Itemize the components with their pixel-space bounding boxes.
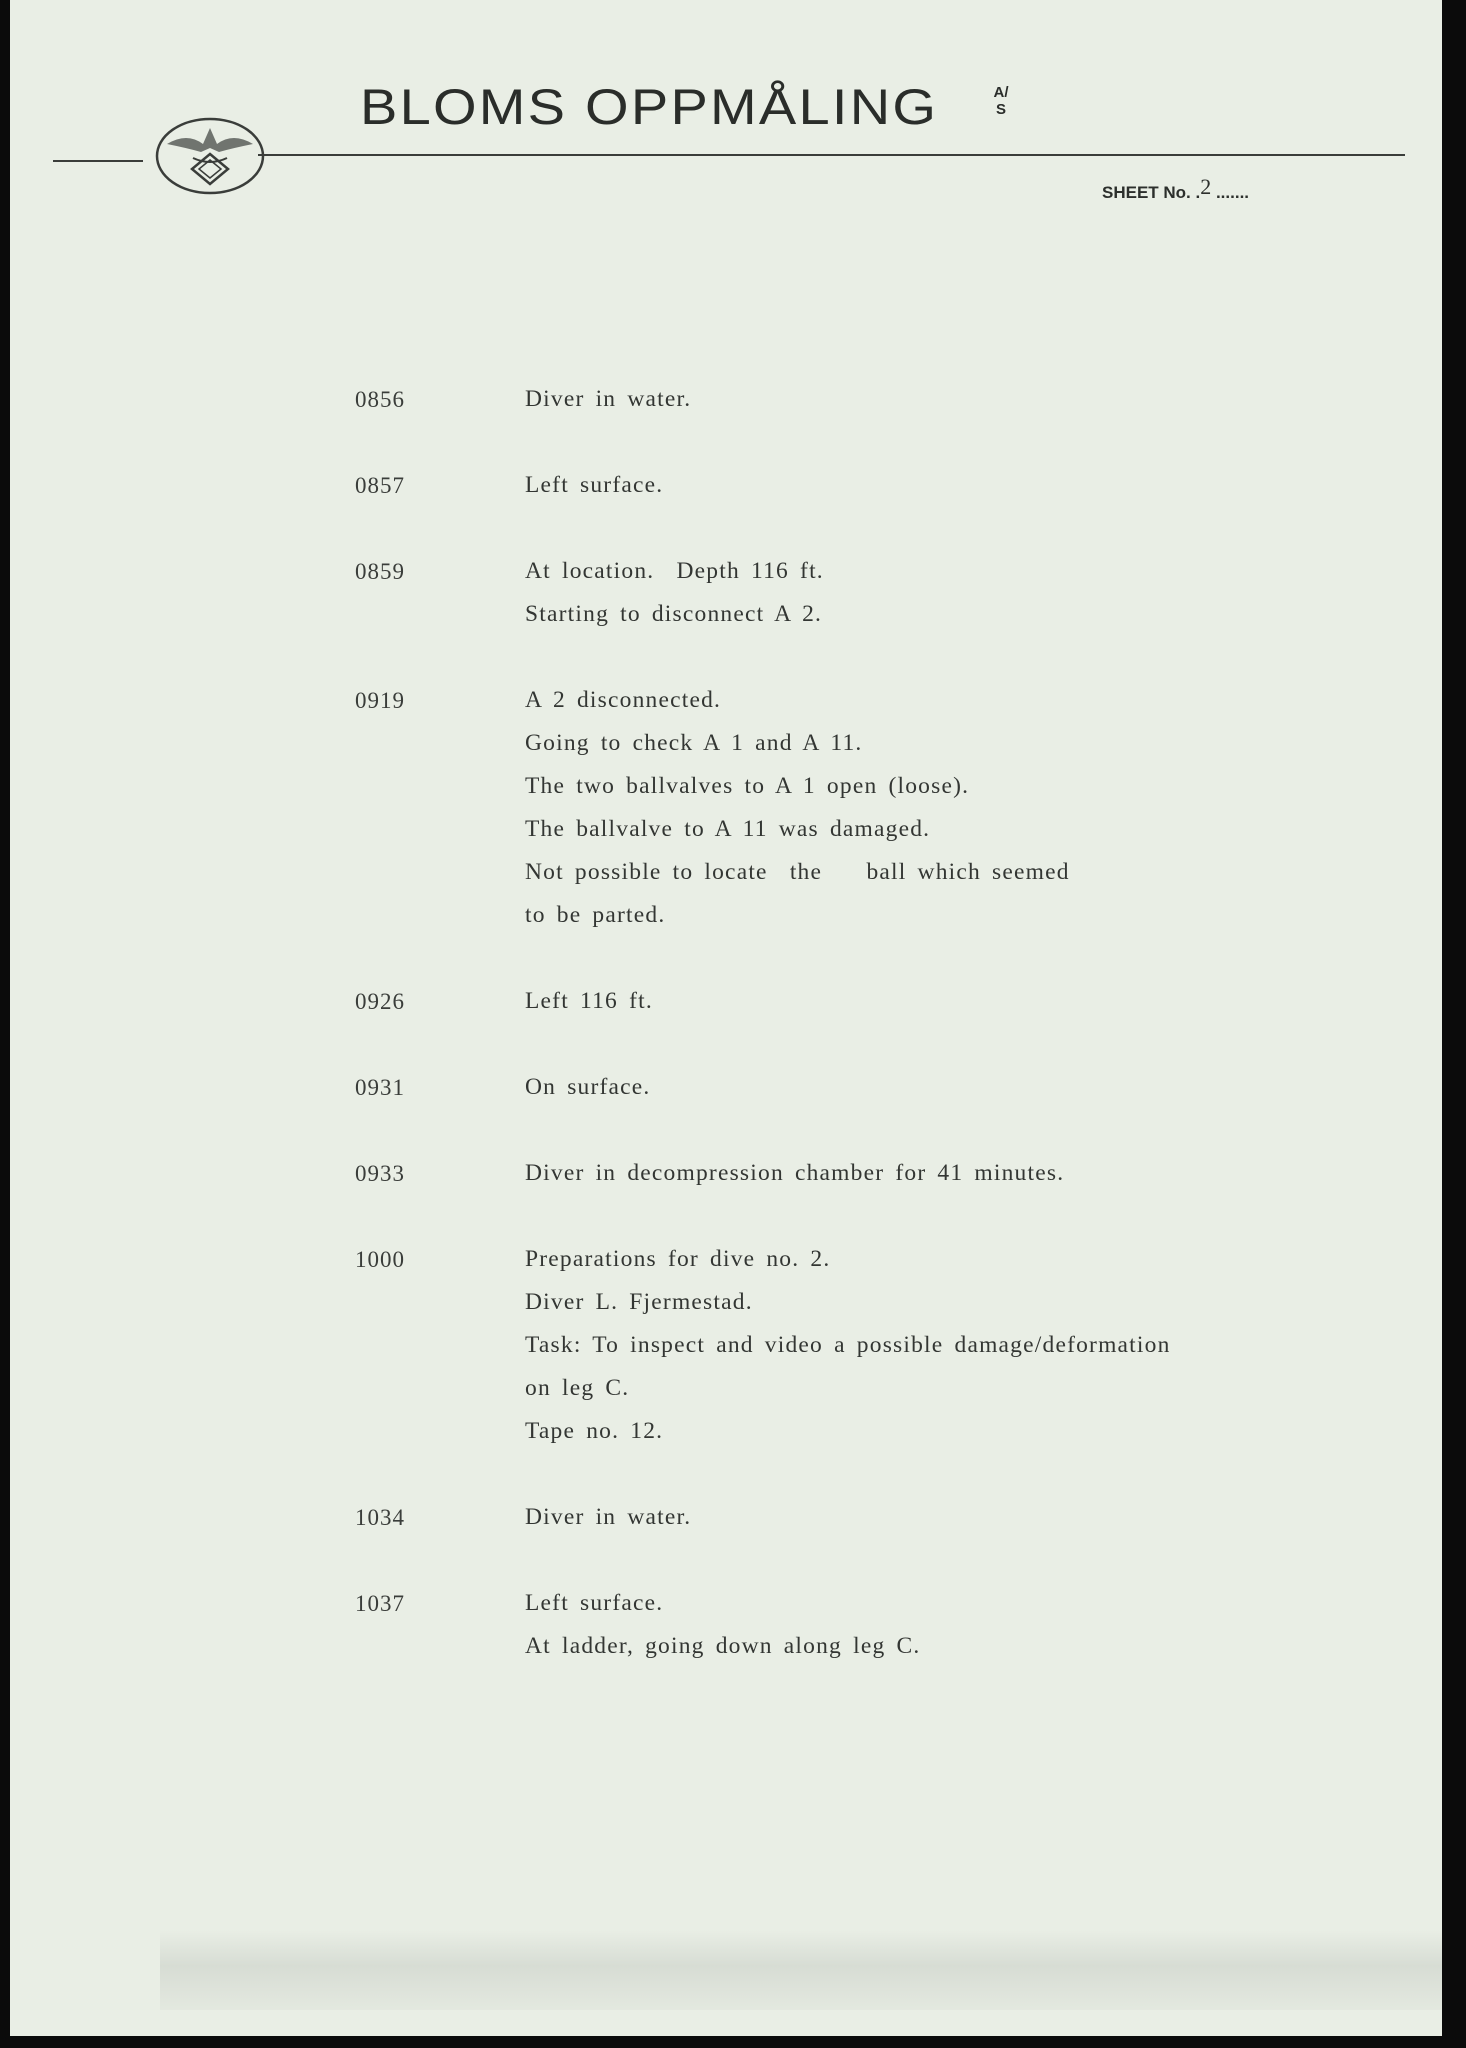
log-entry-text	[525, 1496, 691, 1539]
log-entry-line: At ladder, going down along leg C.	[525, 1633, 921, 1659]
log-entry-time: 0919	[355, 688, 405, 713]
log-entry-line: At location. Depth 116 ft.	[525, 558, 824, 584]
log-entry-line: Starting to disconnect A 2.	[525, 601, 823, 627]
log-entries	[355, 378, 1171, 1711]
log-entry-time: 0859	[355, 559, 405, 584]
log-entry	[355, 1066, 1171, 1109]
log-entry-text	[525, 1582, 920, 1668]
log-entry-line: Not possible to locate the ball which seemed	[525, 859, 1070, 885]
scan-smudge	[160, 1930, 1442, 2010]
log-entry	[355, 1238, 1171, 1453]
log-entry-line: Left surface.	[525, 1590, 664, 1616]
log-entry	[355, 378, 1171, 421]
log-entry-line: The ballvalve to A 11 was damaged.	[525, 816, 931, 842]
log-entry-line: Left 116 ft.	[525, 988, 653, 1014]
log-entry	[355, 464, 1171, 507]
log-entry-line: to be parted.	[525, 902, 666, 928]
log-entry	[355, 980, 1171, 1023]
log-entry-line: Task: To inspect and video a possible damage/deformation	[525, 1332, 1171, 1358]
sheet-number-label: SHEET No. .	[1102, 183, 1201, 202]
company-suffix: A/S	[993, 84, 1009, 118]
log-entry-line: A 2 disconnected.	[525, 687, 722, 713]
log-entry-line: On surface.	[525, 1074, 651, 1100]
log-entry-time: 1037	[355, 1591, 405, 1616]
log-entry-line: on leg C.	[525, 1375, 630, 1401]
log-entry-line: The two ballvalves to A 1 open (loose).	[525, 773, 970, 799]
log-entry	[355, 550, 1171, 636]
log-entry-time: 0926	[355, 989, 405, 1014]
sheet-number-dots: .......	[1211, 183, 1250, 202]
log-entry-line: Preparations for dive no. 2.	[525, 1246, 831, 1272]
log-entry-line: Tape no. 12.	[525, 1418, 664, 1444]
log-entry-time: 1034	[355, 1505, 405, 1530]
log-entry	[355, 679, 1171, 937]
log-entry-line: Left surface.	[525, 472, 664, 498]
log-entry-line: Going to check A 1 and A 11.	[525, 730, 863, 756]
log-entry-text	[525, 1066, 651, 1109]
letterhead-rule-right	[258, 154, 1405, 156]
log-entry-text	[525, 550, 824, 636]
log-entry-time: 0931	[355, 1075, 405, 1100]
log-entry-time: 1000	[355, 1247, 405, 1272]
document-page	[10, 0, 1442, 2036]
log-entry-time: 0856	[355, 387, 405, 412]
log-entry-line: Diver in decompression chamber for 41 minutes.	[525, 1160, 1065, 1186]
log-entry-text	[525, 464, 663, 507]
log-entry	[355, 1496, 1171, 1539]
log-entry	[355, 1152, 1171, 1195]
log-entry-text	[525, 1152, 1064, 1195]
company-emblem-icon	[153, 114, 267, 196]
letterhead-rule-left	[53, 160, 143, 162]
log-entry-time: 0857	[355, 473, 405, 498]
log-entry-text	[525, 679, 1070, 937]
company-name: BLOMS OPPMÅLING	[360, 79, 939, 135]
sheet-number-value: 2	[1200, 174, 1212, 199]
log-entry-time: 0933	[355, 1161, 405, 1186]
log-entry-text	[525, 1238, 1171, 1453]
log-entry-line: Diver in water.	[525, 386, 692, 412]
log-entry	[355, 1582, 1171, 1668]
log-entry-text	[525, 980, 653, 1023]
log-entry-line: Diver in water.	[525, 1504, 692, 1530]
log-entry-text	[525, 378, 691, 421]
log-entry-line: Diver L. Fjermestad.	[525, 1289, 753, 1315]
sheet-number	[1102, 174, 1250, 204]
